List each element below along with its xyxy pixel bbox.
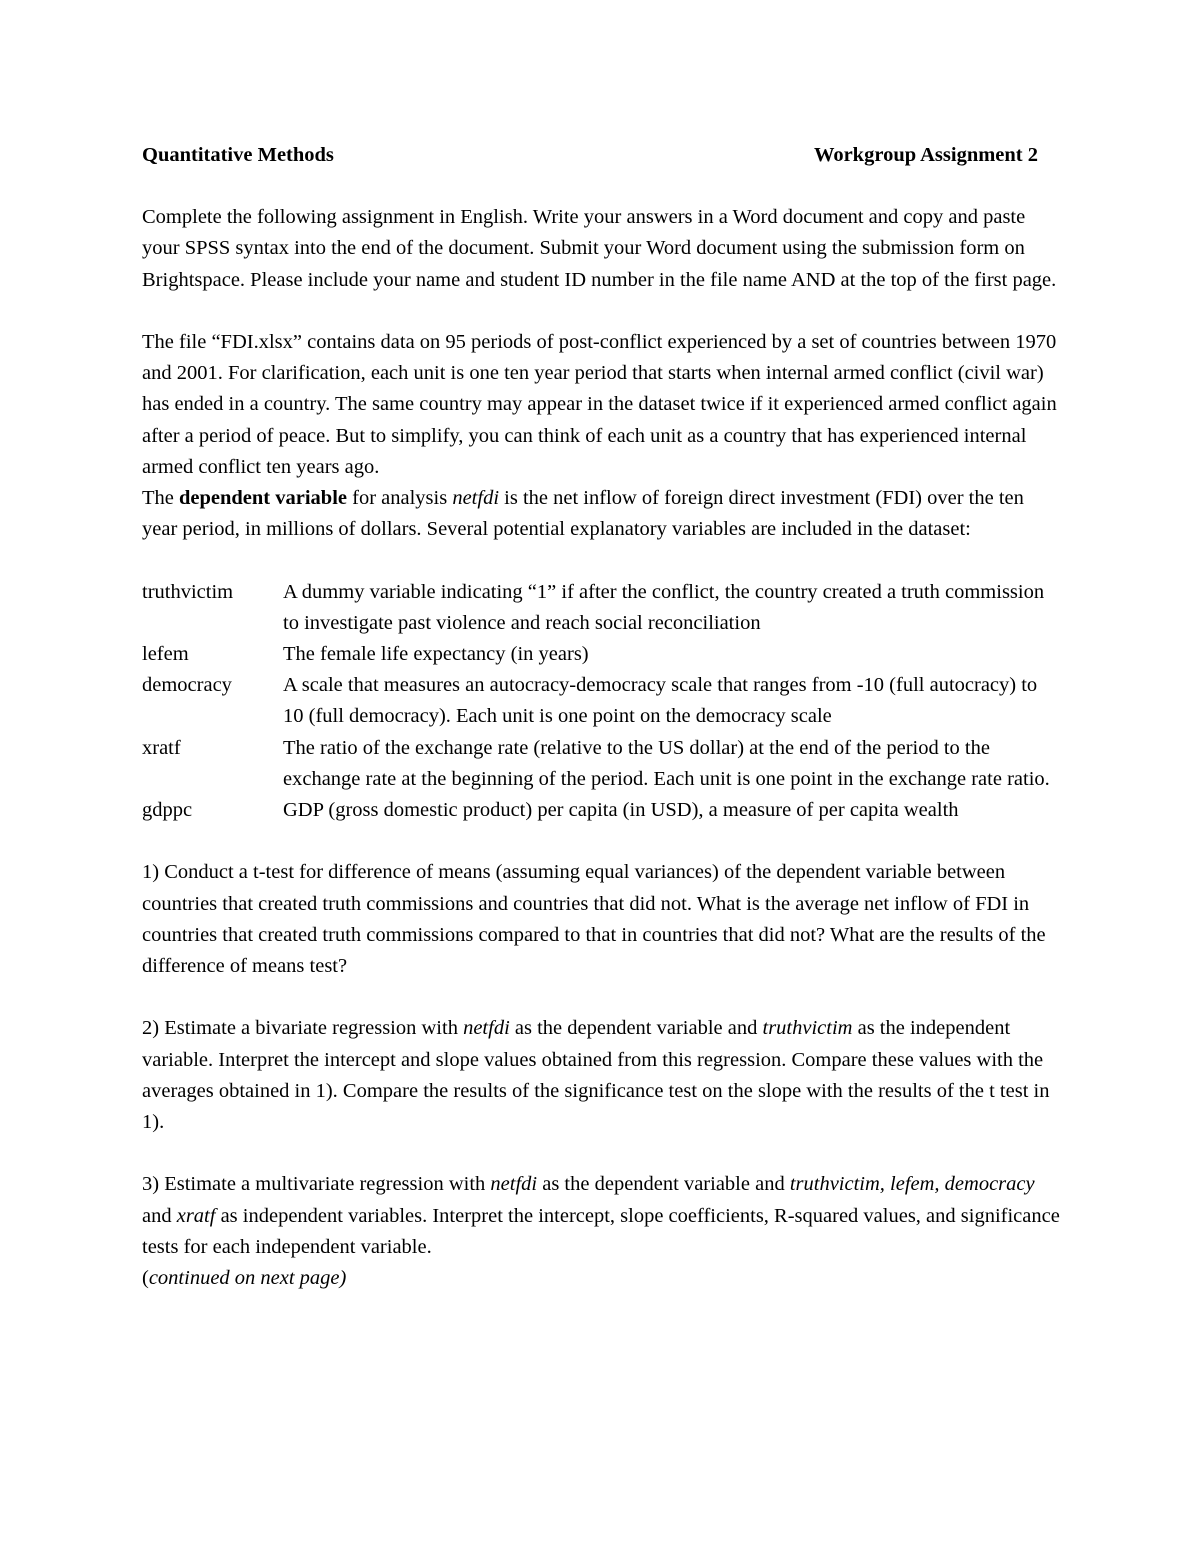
intro-paragraph: Complete the following assignment in English. Write your answers in a Word document and copy and paste your SPSS syntax into the end of the document. Submit your Word document using the submission form on Brightspace. Please include your name and student ID number in the file name AND at the top of the first page. [142,206,1057,291]
variable-description: GDP (gross domestic product) per capita (in USD), a measure of per capita wealth [283,799,959,822]
assignment-title: Workgroup Assignment 2 [813,144,1038,166]
course-title: Quantitative Methods [142,144,334,166]
q3-part: as independent variables. Interpret the intercept, slope coefficients, R-squared values, and significance tests for each independent variable. [142,1204,1060,1258]
variable-description: The female life expectancy (in years) [283,643,589,666]
dependent-variable-label: dependent variable [179,487,347,510]
context-the: The [142,487,179,510]
question-3-text [142,1169,1062,1263]
variable-row [142,577,1062,639]
continued-note [142,1263,1062,1294]
netfdi-var: netfdi [463,1017,510,1040]
netfdi-var: netfdi [452,487,500,510]
variable-row [142,670,1062,732]
truthvictim-var: truthvictim [762,1017,853,1040]
variable-name: democracy [142,674,232,697]
q3-part: as the dependent variable and [537,1173,790,1196]
continued-paren: ( [142,1267,149,1290]
q3-part: 3) Estimate a multivariate regression with [142,1173,491,1196]
independent-vars: truthvictim, lefem, democracy [789,1173,1035,1196]
variable-row [142,639,1062,670]
context-rest: is the net inflow of foreign direct investment (FDI) over the ten year period, in millions of dollars. Several potential explanatory variables are included in the dataset: [142,487,1024,541]
variable-description: A dummy variable indicating “1” if after the conflict, the country created a truth commission to investigate past violence and reach social reconciliation [283,580,1045,634]
variable-description: A scale that measures an autocracy-democracy scale that ranges from -10 (full autocracy) to 10 (full democracy). Each unit is one point on the democracy scale [283,674,1038,728]
variable-row [142,733,1062,795]
context-for: for analysis [347,487,453,510]
context-paragraph [142,327,1062,545]
q3-part: and [142,1204,177,1227]
variable-list [142,577,1062,827]
variable-name: xratf [142,736,181,759]
netfdi-var: netfdi [490,1173,538,1196]
variable-name: truthvictim [142,580,234,603]
document-page [142,140,1062,1294]
variable-row [142,795,1062,826]
q2-part: 2) Estimate a bivariate regression with [142,1017,464,1040]
xratf-var: xratf [176,1204,216,1227]
question-3 [142,1169,1062,1263]
dependent-variable-text [142,483,1062,545]
context-text: The file “FDI.xlsx” contains data on 95 periods of post-conflict experienced by a set of countries between 1970 and 2001. For clarification, each unit is one ten year period that starts when internal armed conflict (civil war) has ended in a country. The same country may appear in the dataset twice if it experienced armed conflict again after a period of peace. But to simplify, you can think of each unit as a country that has experienced internal armed conflict ten years ago. [142,331,1057,478]
question-2 [142,1013,1062,1138]
question-2-text [142,1013,1062,1138]
variable-description: The ratio of the exchange rate (relative to the US dollar) at the end of the period to the exchange rate at the beginning of the period. Each unit is one point in the exchange rate ratio. [283,736,1050,790]
q2-part: as the independent variable. Interpret the intercept and slope values obtained from this regression. Compare these values with the averages obtained in 1). Compare the results of the significance test on the slope with the results of the t test in 1). [142,1017,1050,1134]
q2-part: as the dependent variable and [509,1017,763,1040]
variable-name: lefem [142,643,189,666]
question-1-text: 1) Conduct a t-test for difference of means (assuming equal variances) of the dependent variable between countries that created truth commissions and countries that did not. What is the average net inflow of FDI in countries that created truth commissions compared to that in countries that did not? What are the results of the difference of means test? [142,861,1046,978]
document-header [142,140,1038,171]
continued-text: continued on next page) [148,1267,347,1290]
question-1 [142,857,1062,982]
variable-name: gdppc [142,799,193,822]
